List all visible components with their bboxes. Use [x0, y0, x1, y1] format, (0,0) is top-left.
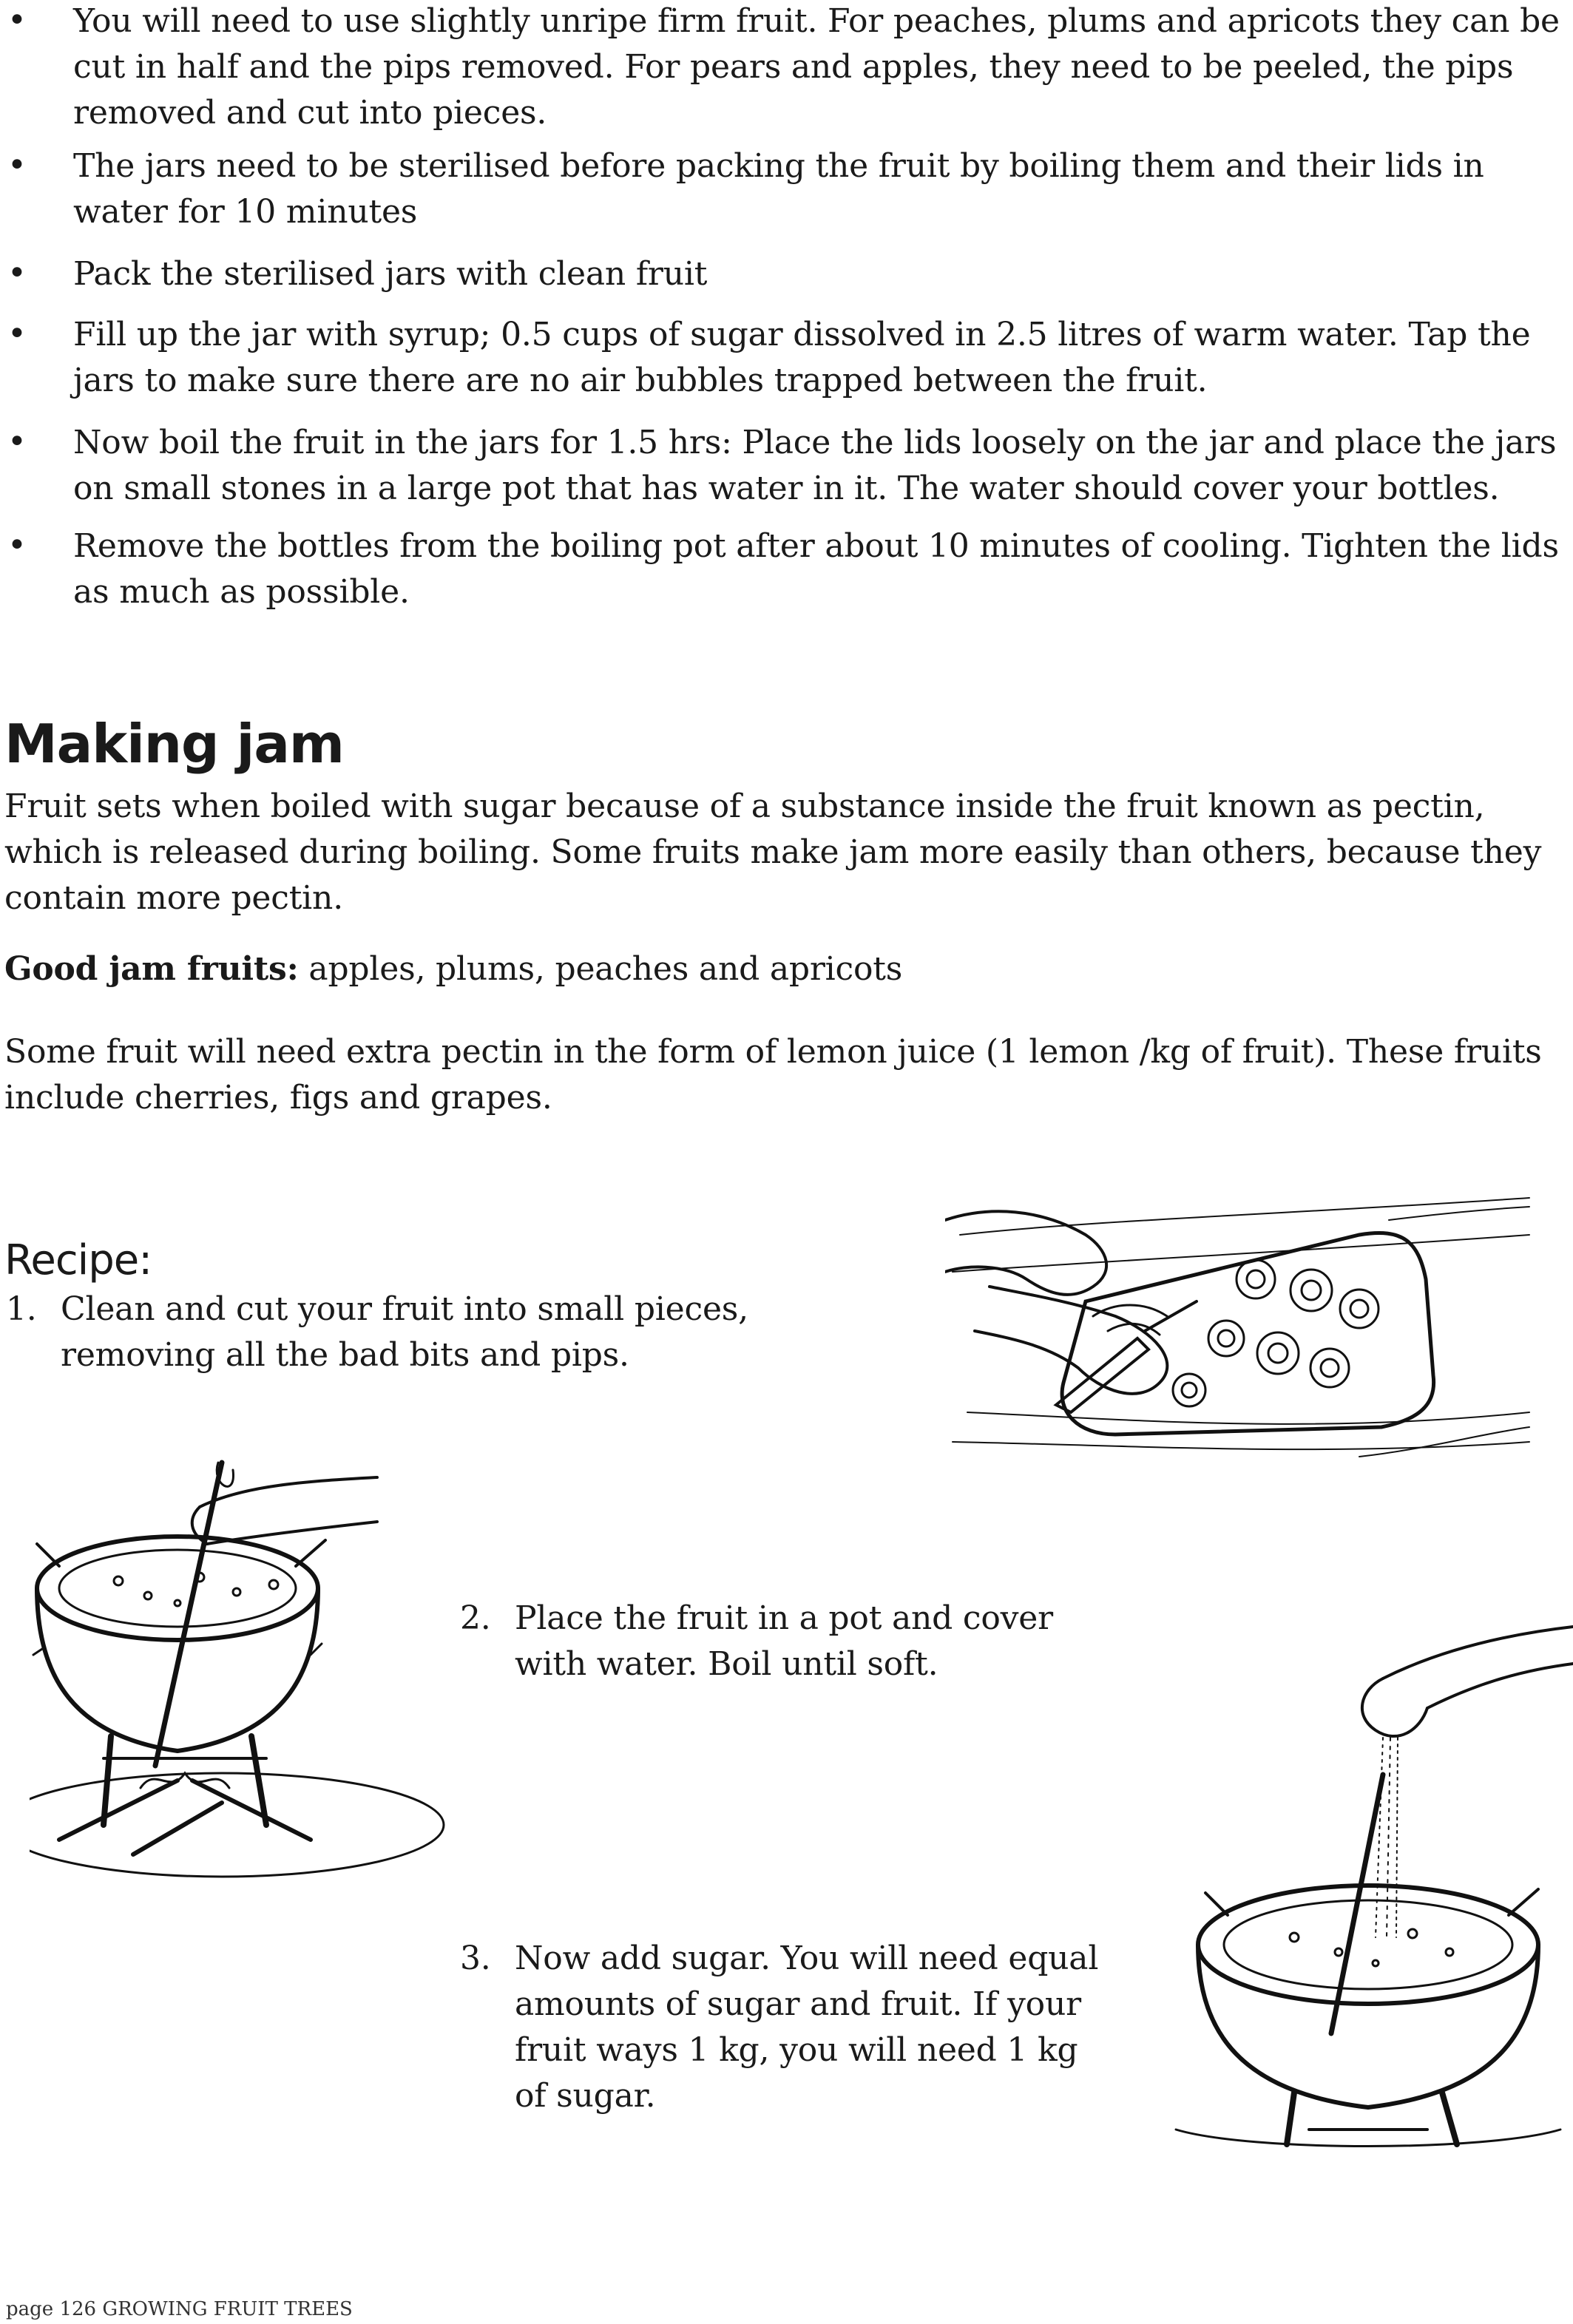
- recipe-heading: Recipe:: [4, 1236, 152, 1284]
- bullet-dot: •: [7, 423, 27, 461]
- step-text-line: Place the fruit in a pot and cover: [515, 1599, 1053, 1637]
- bullet-text: Fill up the jar with syrup; 0.5 cups of sugar dissolved in 2.5 litres of warm water. Tap the jars to make sure there are no air bubbles trapped between the fruit.: [73, 316, 1531, 399]
- bullet-text: Pack the sterilised jars with clean fruit: [73, 255, 708, 293]
- recipe-step-3: [460, 1936, 1140, 2128]
- step-text-line: Now add sugar. You will need equal: [515, 1940, 1099, 1977]
- recipe-step-2: [460, 1596, 1126, 1692]
- cutting-board-illustration: [945, 1190, 1537, 1471]
- recipe-step-1: [6, 1287, 923, 1383]
- intro-paragraph: Fruit sets when boiled with sugar because of a substance inside the fruit known as pectin, which is released during boiling. Some fruits make jam more easily than others, because they contain more pectin.: [4, 787, 1542, 917]
- bullet-dot: •: [7, 526, 27, 564]
- step-number: 2.: [460, 1599, 491, 1637]
- step-text-line: Clean and cut your fruit into small pieces,: [61, 1290, 748, 1328]
- bullet-dot: •: [7, 146, 27, 184]
- bullet-text: The jars need to be sterilised before packing the fruit by boiling them and their lids in water for 10 minutes: [73, 147, 1484, 231]
- bullet-text: Now boil the fruit in the jars for 1.5 hrs: Place the lids loosely on the jar and place the jars on small stones in a large pot that has water in it. The water should cover your bottles.: [73, 424, 1557, 507]
- step-text-line: fruit ways 1 kg, you will need 1 kg: [515, 2031, 1078, 2069]
- bullet-dot: •: [7, 315, 27, 353]
- good-fruits-text: apples, plums, peaches and apricots: [298, 950, 903, 988]
- adding-sugar-illustration: [1161, 1619, 1573, 2152]
- step-text-line: of sugar.: [515, 2077, 656, 2115]
- extra-pectin-paragraph: Some fruit will need extra pectin in the form of lemon juice (1 lemon /kg of fruit). These fruits include cherries, figs and grapes.: [4, 1033, 1542, 1117]
- step-text-line: removing all the bad bits and pips.: [61, 1336, 629, 1374]
- step-number: 1.: [6, 1290, 37, 1328]
- bullet-dot: •: [7, 254, 27, 292]
- good-fruits-label: Good jam fruits:: [4, 950, 299, 988]
- bullet-text: Remove the bottles from the boiling pot after about 10 minutes of cooling. Tighten the lids as much as possible.: [73, 527, 1559, 611]
- page-footer: page 126 GROWING FRUIT TREES: [6, 2298, 353, 2320]
- boiling-pot-illustration: [30, 1455, 466, 1899]
- good-fruits-paragraph: [4, 946, 1557, 992]
- bullet-text: You will need to use slightly unripe firm fruit. For peaches, plums and apricots they can be cut in half and the pips removed. For pears and apples, they need to be peeled, the pips removed and cut into pieces.: [73, 2, 1560, 132]
- bullet-dot: •: [7, 1, 27, 39]
- step-text-line: with water. Boil until soft.: [515, 1645, 938, 1683]
- step-text-line: amounts of sugar and fruit. If your: [515, 1985, 1081, 2023]
- step-number: 3.: [460, 1940, 491, 1977]
- section-heading: Making jam: [4, 713, 344, 775]
